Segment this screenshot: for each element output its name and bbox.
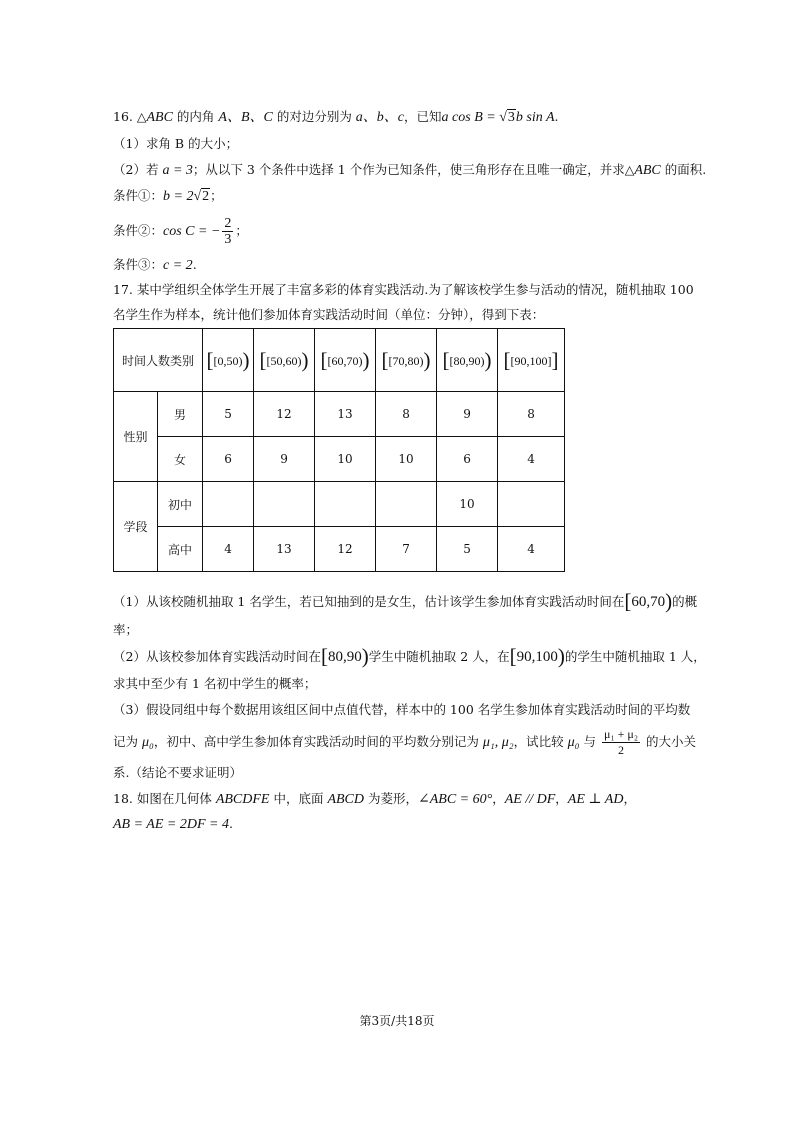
table-row: [114, 527, 565, 572]
column-header: [[0,50)): [203, 329, 254, 392]
table-cell: 9: [254, 437, 315, 482]
table-cell: 6: [203, 437, 254, 482]
q17-part3-end: 系.（结论不要求证明）: [113, 765, 242, 780]
q18-stem: 18. 如图在几何体 ABCDFE 中，底面 ABCD 为菱形，∠ABC = 60°，AE // DF，AE ⊥ AD，: [113, 791, 636, 807]
row-label: 初中: [158, 482, 203, 527]
q16-condition-1: 条件①：b = 2√2；: [113, 188, 223, 204]
table-cell: 13: [254, 527, 315, 572]
table-cell: 4: [203, 527, 254, 572]
activity-time-table: [113, 328, 565, 572]
table-cell: 5: [437, 527, 498, 572]
column-header: [[90,100]]: [498, 329, 565, 392]
fraction-two-thirds: $\frac{2}{3}$: [224, 216, 232, 247]
row-label: 高中: [158, 527, 203, 572]
table-header-row: [114, 329, 565, 392]
table-row: [114, 437, 565, 482]
group-label: 学段: [114, 482, 158, 572]
table-cell: [203, 482, 254, 527]
q16-part2: （2）若 a = 3；从以下 3 个条件中选择 1 个作为已知条件，使三角形存在且唯一确定，并求△ABC 的面积.: [113, 162, 707, 178]
table-cell: [376, 482, 437, 527]
column-header: [[70,80)): [376, 329, 437, 392]
table-cell: 7: [376, 527, 437, 572]
table-cell: 4: [498, 437, 565, 482]
q17-stem-line2: 名学生作为样本，统计他们参加体育实践活动时间（单位：分钟），得到下表：: [113, 307, 545, 322]
table-row: [114, 392, 565, 437]
table-cell: 9: [437, 392, 498, 437]
row-label: 男: [158, 392, 203, 437]
table-cell: 12: [315, 527, 376, 572]
table-corner-label: 时间人数类别: [114, 329, 203, 392]
q16-condition-3: 条件③：c = 2.: [113, 257, 197, 273]
q16-part1: （1）求角 B 的大小；: [113, 136, 239, 151]
column-header: [[50,60)): [254, 329, 315, 392]
table-cell: [498, 482, 565, 527]
table-cell: [254, 482, 315, 527]
q17-part3-cont: 记为 μ₀，初中、高中学生参加体育实践活动时间的平均数分别记为 μ₁, μ₂，试比较 μ₀ 与 $\frac{\text{μ₁ + μ₂}}{2}$ 的大小关: [113, 727, 697, 757]
table-cell: [315, 482, 376, 527]
q17-part1: （1）从该校随机抽取 1 名学生，若已知抽到的是女生，估计该学生参加体育实践活动时间在[60,70)的概: [113, 589, 698, 613]
table-cell: 10: [437, 482, 498, 527]
table-cell: 10: [376, 437, 437, 482]
q16-stem: 16. △ABC 的内角 A、B、C 的对边分别为 a、b、c，已知a cos B = √3b sin A.: [113, 109, 559, 125]
table-cell: 8: [376, 392, 437, 437]
page-footer: 第3页/共18页: [359, 1014, 435, 1028]
fraction-mu-average: $\frac{\text{μ₁ + μ₂}}{2}$: [604, 727, 639, 757]
q17-stem-line1: 17. 某中学组织全体学生开展了丰富多彩的体育实践活动.为了解该校学生参与活动的情况，随机抽取 100: [113, 282, 694, 297]
table-cell: 4: [498, 527, 565, 572]
table-cell: 5: [203, 392, 254, 437]
column-header: [[60,70)): [315, 329, 376, 392]
q17-part2-cont: 求其中至少有 1 名初中学生的概率；: [113, 676, 317, 691]
table-cell: 6: [437, 437, 498, 482]
table-cell: 13: [315, 392, 376, 437]
q17-part3: （3）假设同组中每个数据用该组区间中点值代替，样本中的 100 名学生参加体育实践活动时间的平均数: [113, 702, 691, 717]
table-cell: 8: [498, 392, 565, 437]
column-header: [[80,90)): [437, 329, 498, 392]
q16-condition-2: 条件②：cos C = − $\frac{2}{3}$ ；: [113, 216, 248, 247]
group-label: 性别: [114, 392, 158, 482]
q18-stem-line2: AB = AE = 2DF = 4.: [113, 816, 233, 832]
row-label: 女: [158, 437, 203, 482]
q17-part2: （2）从该校参加体育实践活动时间在[80,90)学生中随机抽取 2 人，在[90,100)的学生中随机抽取 1 人，: [113, 644, 706, 668]
table-row: [114, 482, 565, 527]
q17-part1-cont: 率；: [113, 622, 139, 637]
table-cell: 12: [254, 392, 315, 437]
table-cell: 10: [315, 437, 376, 482]
